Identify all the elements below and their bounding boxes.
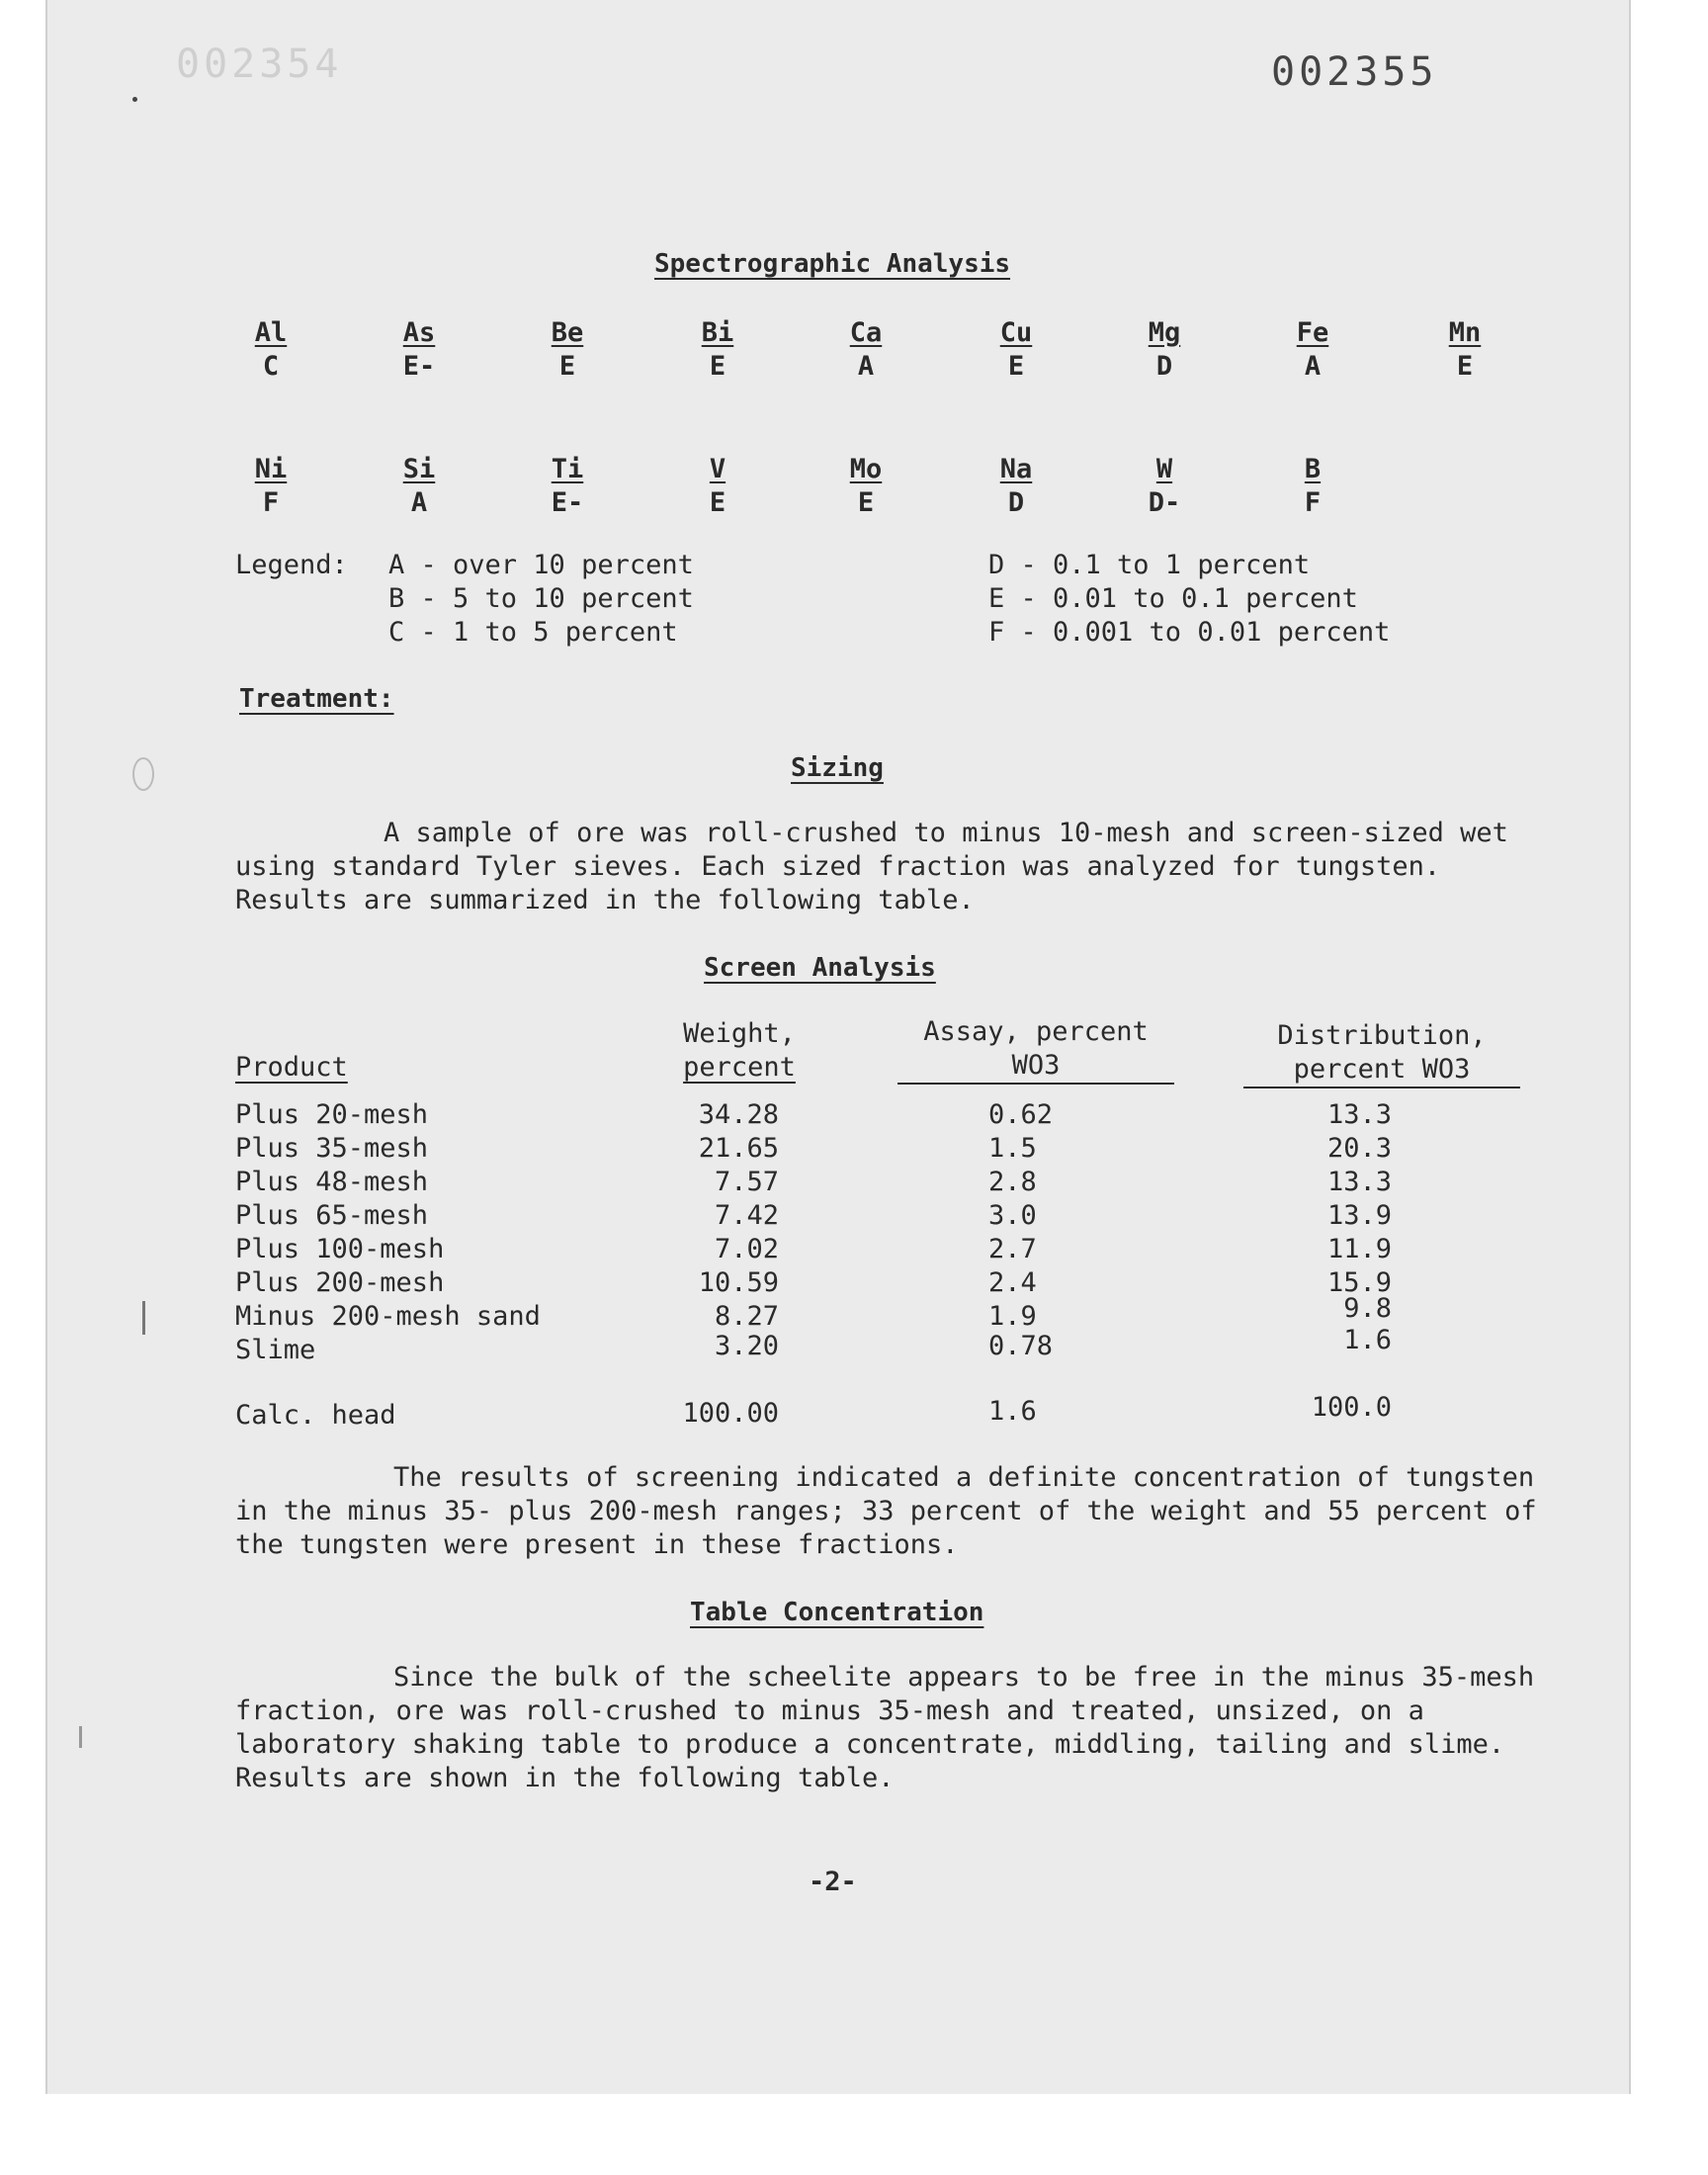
table-row-dist: 13.3 [1326,1167,1392,1197]
table-row-weight: 34.28 [698,1099,779,1130]
element-w: W D- [1148,454,1181,518]
page-number: -2- [809,1867,857,1897]
element-mo: Mo E [849,454,883,518]
treatment-heading: Treatment: [239,684,394,714]
table-row-dist: 13.3 [1326,1099,1392,1130]
element-b: B F [1304,454,1322,518]
element-si: Si A [402,454,436,518]
table-concentration-paragraph: Since the bulk of the scheelite appears to be free in the minus 35-mesh fraction, ore was roll-crushed to minus 35-mesh and treated, unsized, on a laboratory shaking table to produce a concentrate, middling, tailing and slime. Results are shown in the following table. [235,1662,1535,1793]
table-total-weight: 100.00 [682,1398,779,1429]
col-product-header: Product [235,1052,348,1083]
table-row-product: Plus 48-mesh [235,1167,429,1197]
table-total-product: Calc. head [235,1400,396,1431]
element-na: Na D [999,454,1033,518]
element-al: Al C [254,317,288,382]
element-ti: Ti E- [551,454,584,518]
table-row-product: Plus 35-mesh [235,1133,429,1164]
table-row-assay: 3.0 [988,1200,1037,1231]
scan-speck [132,97,137,102]
legend-f: F - 0.001 to 0.01 percent [988,617,1391,648]
legend-b: B - 5 to 10 percent [388,583,694,614]
table-row-weight: 8.27 [714,1301,779,1332]
punch-hole-mark [132,757,154,791]
element-bi: Bi E [701,317,734,382]
table-row-assay: 2.4 [988,1267,1037,1298]
screen-analysis-title: Screen Analysis [704,953,936,983]
table-row-product: Plus 100-mesh [235,1234,445,1264]
table-row-weight: 7.57 [714,1167,779,1197]
col-dist-header-2: percent WO3 [1243,1054,1520,1088]
col-dist-header-1: Distribution, [1277,1020,1487,1051]
sizing-paragraph: A sample of ore was roll-crushed to minus 10-mesh and screen-sized wet using standard Tyler sieves. Each sized fraction was analyzed for tungsten. Results are summarized in the following table. [235,818,1508,915]
element-mg: Mg D [1148,317,1181,382]
table-row-weight: 3.20 [714,1331,779,1361]
element-ca: Ca A [849,317,883,382]
element-v: V E [709,454,726,518]
legend-d: D - 0.1 to 1 percent [988,550,1311,580]
element-cu: Cu E [999,317,1033,382]
element-fe: Fe A [1296,317,1329,382]
table-row-dist: 11.9 [1326,1234,1392,1264]
document-number: 002355 [1271,49,1438,95]
table-row-assay: 1.5 [988,1133,1037,1164]
element-be: Be E [551,317,584,382]
table-row-dist: 20.3 [1326,1133,1392,1164]
legend-a: A - over 10 percent [388,550,694,580]
table-row-dist: 1.6 [1343,1325,1392,1355]
table-row-assay: 0.62 [988,1099,1054,1130]
scan-mark [79,1726,82,1748]
table-row-assay: 2.7 [988,1234,1037,1264]
legend-c: C - 1 to 5 percent [388,617,678,648]
table-row-dist: 13.9 [1326,1200,1392,1231]
table-total-assay: 1.6 [988,1396,1037,1427]
table-row-dist: 15.9 [1326,1267,1392,1298]
table-row-weight: 7.02 [714,1234,779,1264]
sizing-heading: Sizing [791,753,884,783]
screening-paragraph: The results of screening indicated a definite concentration of tungsten in the minus 35- plus 200-mesh ranges; 33 percent of the weight and 55 percent of the tungsten were present in these fractions. [235,1462,1537,1560]
element-as: As E- [402,317,436,382]
col-weight-header-1: Weight, [683,1018,796,1049]
table-row-assay: 2.8 [988,1167,1037,1197]
col-assay-header-1: Assay, percent [923,1016,1149,1047]
table-total-dist: 100.0 [1311,1392,1392,1423]
table-row-assay: 1.9 [988,1301,1037,1332]
col-weight-header-2: percent [683,1052,796,1083]
table-row-assay: 0.78 [988,1331,1054,1361]
ghost-doc-number: 002354 [176,42,343,87]
table-row-product: Plus 200-mesh [235,1267,445,1298]
table-row-weight: 7.42 [714,1200,779,1231]
table-row-product: Plus 65-mesh [235,1200,429,1231]
spectro-title: Spectrographic Analysis [654,249,1011,279]
element-ni: Ni F [254,454,288,518]
table-row-product: Plus 20-mesh [235,1099,429,1130]
element-mn: Mn E [1448,317,1482,382]
table-row-weight: 10.59 [698,1267,779,1298]
document-page [45,0,1631,2094]
scan-mark [142,1301,145,1335]
legend-label: Legend: [235,550,348,580]
table-row-dist: 9.8 [1343,1293,1392,1324]
table-concentration-heading: Table Concentration [690,1598,984,1627]
table-row-product: Minus 200-mesh sand [235,1301,541,1332]
table-row-weight: 21.65 [698,1133,779,1164]
legend-e: E - 0.01 to 0.1 percent [988,583,1358,614]
table-row-product: Slime [235,1335,316,1365]
col-assay-header-2: WO3 [897,1050,1174,1085]
